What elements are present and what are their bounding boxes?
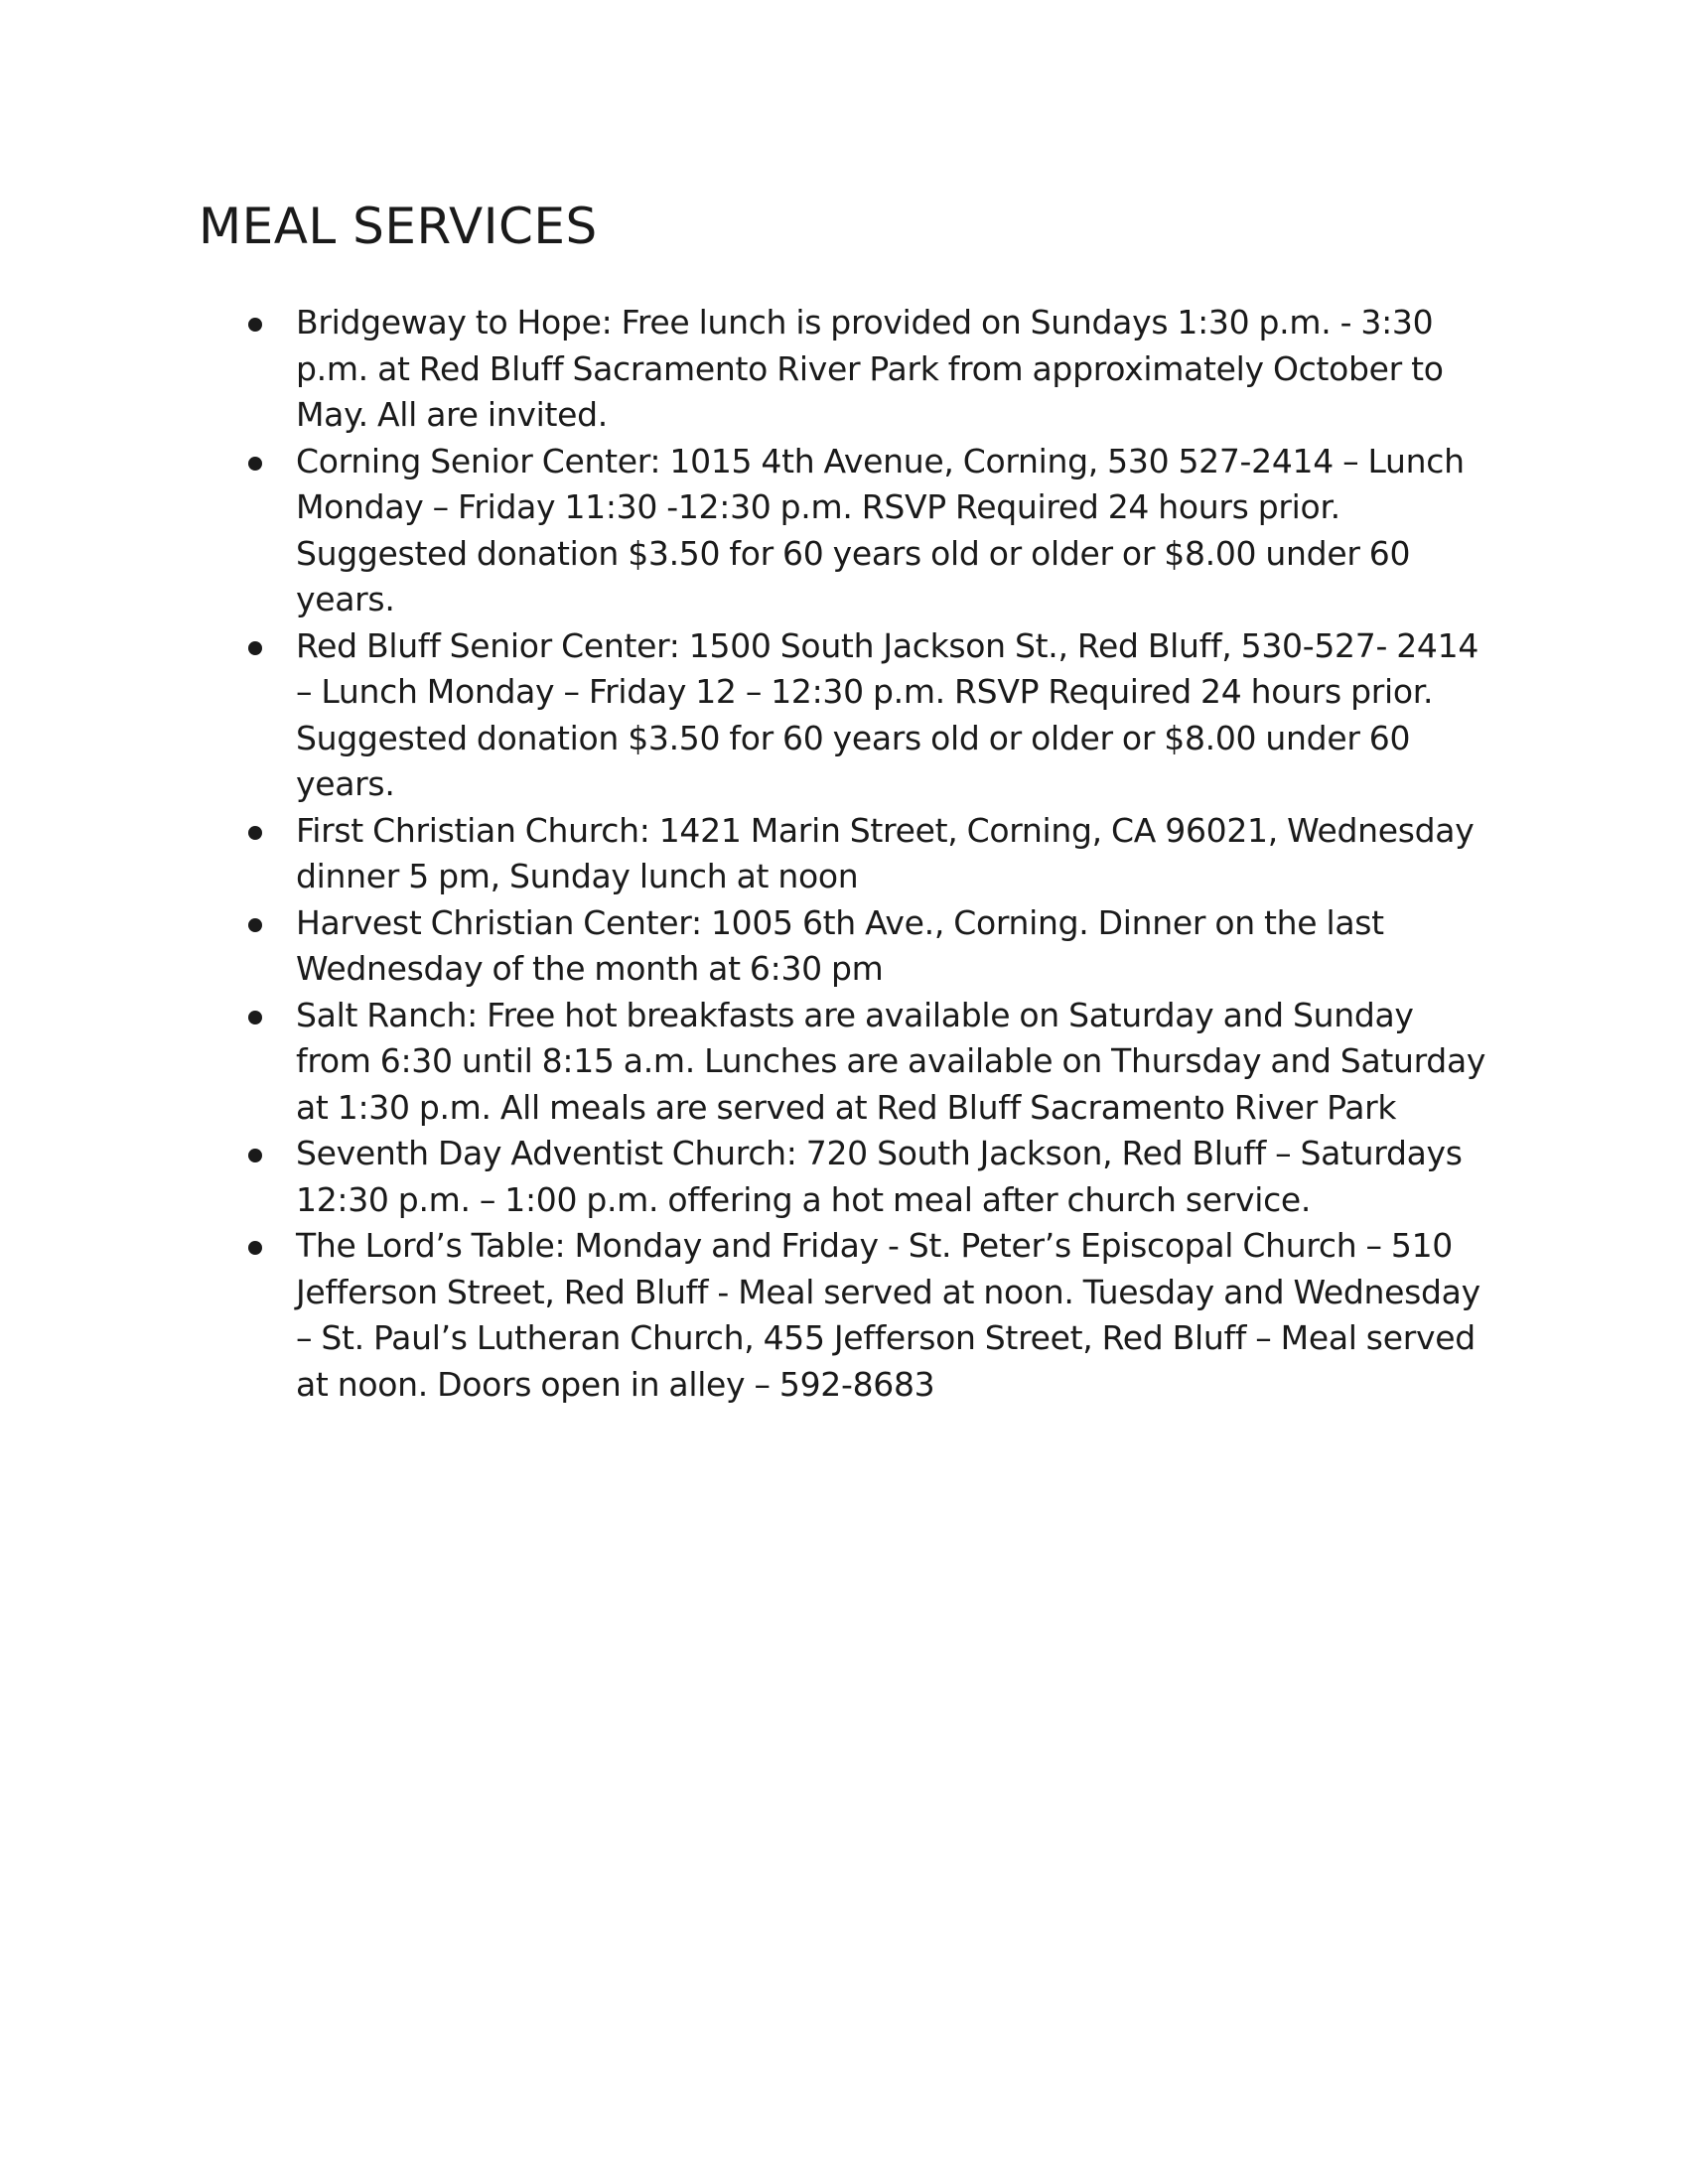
bullet-icon [248,918,262,932]
list-item-text: Bridgeway to Hope: Free lunch is provided on Sundays 1:30 p.m. - 3:30 p.m. at Red Bluff Sacramento River Park from approximately October to May. All are invited. [296,303,1444,434]
bullet-icon [248,1241,262,1255]
bullet-icon [248,457,262,471]
list-item-text: Corning Senior Center: 1015 4th Avenue, Corning, 530 527-2414 – Lunch Monday – Friday 11:30 -12:30 p.m. RSVP Required 24 hours prior. Suggested donation $3.50 for 60 years old or older or $8.00 under 60 years. [296,441,1465,618]
list-item [296,900,1487,993]
bullet-icon [248,641,262,655]
list-item-text: The Lord’s Table: Monday and Friday - St. Peter’s Episcopal Church – 510 Jefferson Street, Red Bluff - Meal served at noon. Tuesday and Wednesday – St. Paul’s Lutheran Church, 455 Jefferson Street, Red Bluff – Meal served at noon. Doors open in alley – 592-8683 [296,1226,1480,1404]
bullet-icon [248,826,262,840]
list-item [296,1131,1487,1223]
list-item [296,439,1487,623]
list-item [296,993,1487,1132]
bullet-icon [248,318,262,332]
list-item [296,1223,1487,1408]
bullet-icon [248,1149,262,1162]
page-title: MEAL SERVICES [199,198,598,255]
list-item [296,300,1487,439]
list-item-text: Red Bluff Senior Center: 1500 South Jackson St., Red Bluff, 530-527- 2414 – Lunch Monday – Friday 12 – 12:30 p.m. RSVP Required 24 hours prior. Suggested donation $3.50 for 60 years old or older or $8.00 under 60 years. [296,625,1479,803]
meal-services-list [296,300,1487,1408]
list-item [296,808,1487,900]
list-item-text: Salt Ranch: Free hot breakfasts are available on Saturday and Sunday from 6:30 until 8:15 a.m. Lunches are available on Thursday and Saturday at 1:30 p.m. All meals are served at Red Bluff Sacramento River Park [296,995,1486,1127]
bullet-icon [248,1011,262,1024]
list-item-text: Harvest Christian Center: 1005 6th Ave., Corning. Dinner on the last Wednesday of the month at 6:30 pm [296,902,1384,988]
list-item-text: Seventh Day Adventist Church: 720 South Jackson, Red Bluff – Saturdays 12:30 p.m. – 1:00 p.m. offering a hot meal after church service. [296,1134,1463,1219]
list-item-text: First Christian Church: 1421 Marin Street, Corning, CA 96021, Wednesday dinner 5 pm, Sunday lunch at noon [296,810,1475,895]
list-item [296,623,1487,808]
